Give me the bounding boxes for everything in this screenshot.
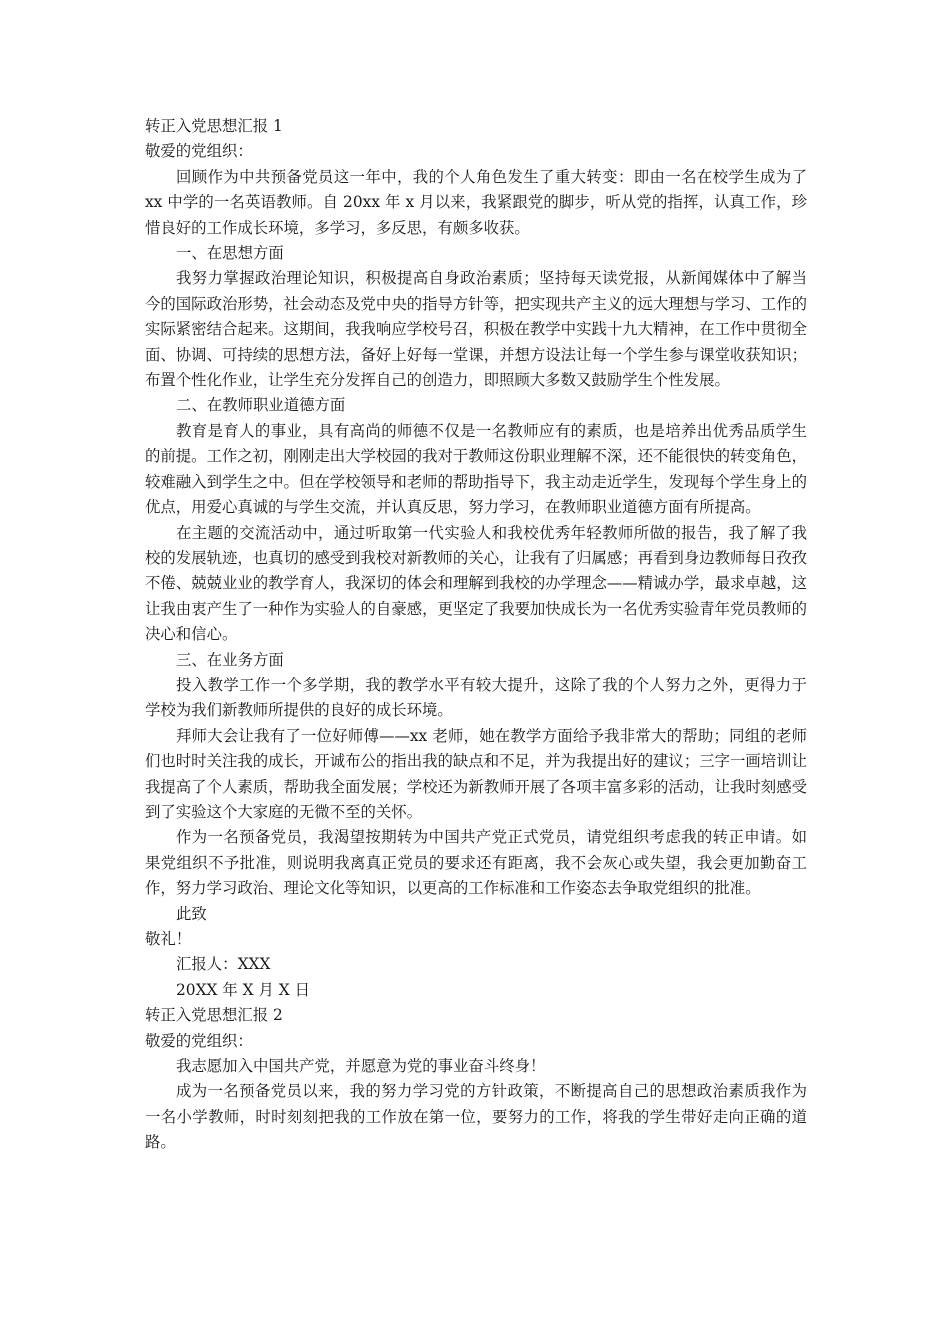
report-date: 20XX 年 X 月 X 日 [176,980,311,999]
business-paragraph-1: 投入教学工作一个多学期，我的教学水平有较大提升，这除了我的个人努力之外，更得力于学校为我们新教师所提供的良好的成长环境。 [145,675,807,720]
heading-ethics: 二、在教师职业道德方面 [176,396,346,415]
document-body [145,114,807,1156]
closing-phrase: 此致 [176,904,207,923]
business-paragraph-3: 作为一名预备党员，我渴望按期转为中国共产党正式党员，请党组织考虑我的转正申请。如果党组织不予批准，则说明我离真正党员的要求还有距离，我不会灰心或失望，我会更加勤奋工作，努力学习政治、理论文化等知识，以更高的工作标准和工作姿态去争取党组织的批准。 [145,828,807,898]
ideology-paragraph: 我努力掌握政治理论知识，积极提高自身政治素质；坚持每天读党报，从新闻媒体中了解当今的国际政治形势，社会动态及党中央的指导方针等，把实现共产主义的远大理想与学习、工作的实际紧密结合起来。这期间，我我响应学校号召，积极在教学中实践十九大精神，在工作中贯彻全面、协调、可持续的思想方法，备好上好每一堂课，并想方设法让每一个学生参与课堂收获知识；布置个性化作业，让学生充分发挥自己的创造力，即照顾大多数又鼓励学生个性发展。 [145,269,807,390]
ethics-paragraph-1: 教育是育人的事业，具有高尚的师德不仅是一名教师应有的素质，也是培养出优秀品质学生的前提。工作之初，刚刚走出大学校园的我对于教师这份职业理解不深，还不能很快的转变角色，较难融入到学生之中。但在学校领导和老师的帮助指导下，我主动走近学生，发现每个学生身上的优点，用爱心真诚的与学生交流，并认真反思，努力学习，在教师职业道德方面有所提高。 [145,421,807,517]
intro-paragraph: 回顾作为中共预备党员这一年中，我的个人角色发生了重大转变：即由一名在校学生成为了 xx 中学的一名英语教师。自 20xx 年 x 月以来，我紧跟党的脚步，听从党的指挥，认真工作，珍惜良好的工作成长环境，多学习，多反思，有颇多收获。 [145,167,807,237]
salutation-1: 敬爱的党组织： [145,142,253,161]
pledge-paragraph: 我志愿加入中国共产党，并愿意为党的事业奋斗终身！ [176,1057,546,1076]
salutation-2: 敬爱的党组织： [145,1031,253,1050]
heading-business: 三、在业务方面 [176,650,284,669]
report-title-2: 转正入党思想汇报 2 [145,1006,283,1025]
closing-salute: 敬礼！ [145,930,192,948]
reporter-signature: 汇报人：XXX [176,955,271,974]
study-paragraph: 成为一名预备党员以来，我的努力学习党的方针政策，不断提高自己的思想政治素质我作为一名小学教师，时时刻刻把我的工作放在第一位，要努力的工作，将我的学生带好走向正确的道路。 [145,1082,807,1152]
business-paragraph-2: 拜师大会让我有了一位好师傅——xx 老师，她在教学方面给予我非常大的帮助；同组的老师们也时时关注我的成长，开诚布公的指出我的缺点和不足，并为我提出好的建议；三字一画培训让我提高了个人素质，帮助我全面发展；学校还为新教师开展了各项丰富多彩的活动，让我时刻感受到了实验这个大家庭的无微不至的关怀。 [145,726,807,821]
report-title-1: 转正入党思想汇报 1 [145,117,283,135]
heading-ideology: 一、在思想方面 [176,244,284,263]
ethics-paragraph-2: 在主题的交流活动中，通过听取第一代实验人和我校优秀年轻教师所做的报告，我了解了我校的发展轨迹，也真切的感受到我校对新教师的关心，让我有了归属感；再看到身边教师每日孜孜不倦、兢兢业业的教学育人，我深切的体会和理解到我校的办学理念——精诚办学，最求卓越，这让我由衷产生了一种作为实验人的自豪感，更坚定了我要加快成长为一名优秀实验青年党员教师的决心和信心。 [145,523,807,644]
